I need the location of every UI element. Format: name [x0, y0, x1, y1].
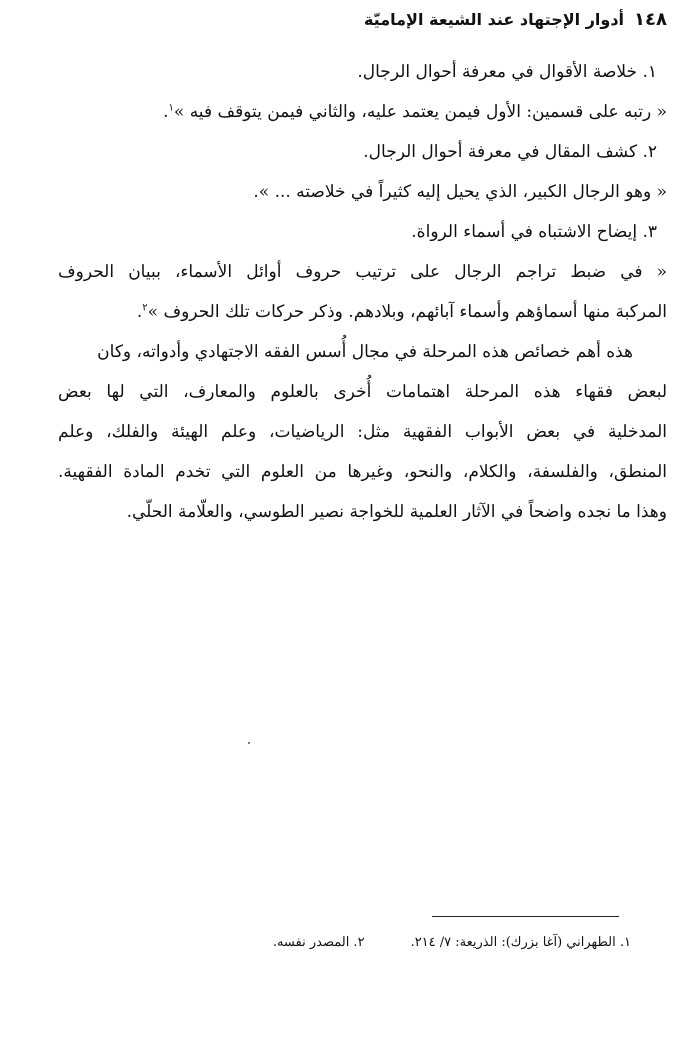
- footnote-divider: [432, 916, 619, 917]
- running-header: [360, 4, 667, 34]
- quote-text: « رتبه على قسمين: الأول فيمن يعتمد عليه، والثاني فيمن يتوقف فيه »: [173, 102, 667, 122]
- quote-text: المركبة منها أسماؤهم وأسماء آبائهم، وبلادهم. وذكر حركات تلك الحروف »: [147, 302, 667, 322]
- paragraph-line: المدخلية في بعض الأبواب الفقهية مثل: الرياضيات، وعلم الهيئة والفلك، وعلم: [58, 422, 667, 442]
- page-body: [58, 52, 667, 532]
- footnote-ref: ١: [168, 102, 174, 114]
- page-number: ١٤٨: [634, 8, 667, 30]
- quote-line: « في ضبط تراجم الرجال على ترتيب حروف أوائل الأسماء، ببيان الحروف: [58, 262, 667, 282]
- footnote: ١. الطهراني (آغا بزرك): الذريعة: ٧/ ٢١٤.: [410, 935, 631, 950]
- paragraph-line: المنطق، والفلسفة، والكلام، والنحو، وغيرها من العلوم التي تخدم المادة الفقهية.: [58, 462, 667, 482]
- scan-speck: [248, 742, 250, 744]
- list-item-title: ١. خلاصة الأقوال في معرفة أحوال الرجال.: [357, 62, 657, 82]
- list-item-quote: « رتبه على قسمين: الأول فيمن يعتمد عليه، والثاني فيمن يتوقف فيه »$^١$.: [163, 102, 667, 122]
- list-item-title: ٢. كشف المقال في معرفة أحوال الرجال.: [363, 142, 657, 162]
- list-item-title: ٣. إيضاح الاشتباه في أسماء الرواة.: [411, 222, 657, 242]
- list-item-quote: « وهو الرجال الكبير، الذي يحيل إليه كثيراً في خلاصته ... ».: [253, 182, 667, 202]
- footnote-ref: ٢: [142, 302, 148, 314]
- footnote: ٢. المصدر نفسه.: [272, 935, 365, 950]
- paragraph-line: لبعض فقهاء هذه المرحلة اهتمامات أُخرى بالعلوم والمعارف، التي لها بعض: [58, 382, 667, 402]
- book-title: أدوار الإجتهاد عند الشيعة الإماميّة: [363, 9, 625, 29]
- quote-line: المركبة منها أسماؤهم وأسماء آبائهم، وبلادهم. وذكر حركات تلك الحروف »$^٢$.: [136, 302, 667, 322]
- paragraph-line: هذه أهم خصائص هذه المرحلة في مجال أُسس الفقه الاجتهادي وأدواته، وكان: [97, 342, 633, 362]
- paragraph-line: وهذا ما نجده واضحاً في الآثار العلمية للخواجة نصير الطوسي، والعلّامة الحلّي.: [126, 502, 667, 522]
- footnotes: [58, 930, 631, 956]
